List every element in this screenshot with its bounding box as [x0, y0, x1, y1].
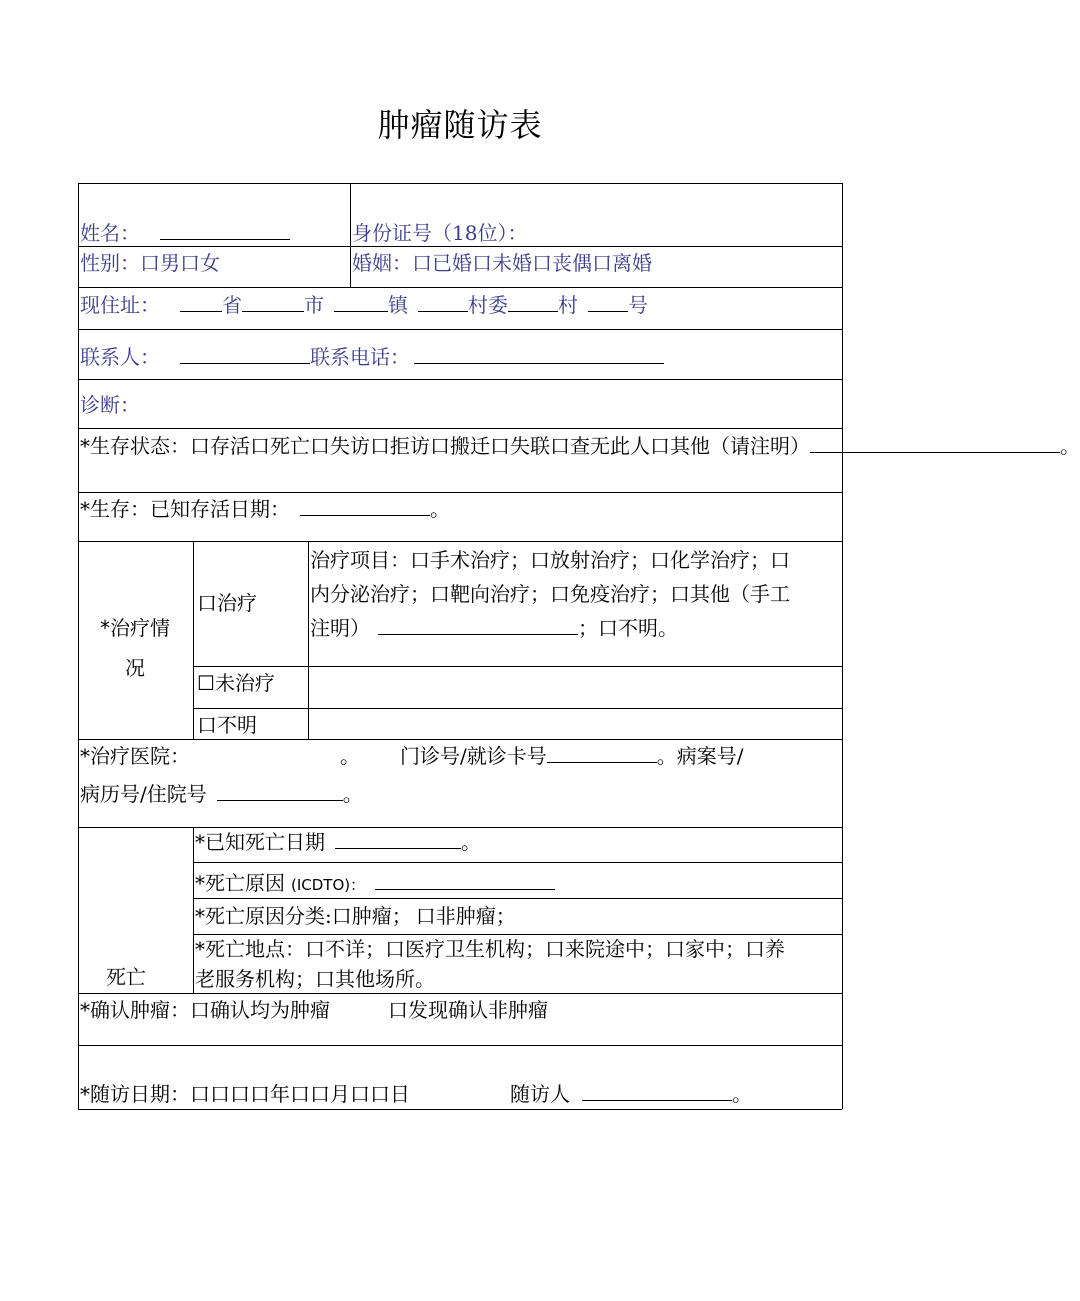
marriage-unmarried-checkbox[interactable]: 口未婚	[472, 251, 532, 275]
record-field[interactable]: 病历号/住院号 。	[80, 782, 363, 806]
marriage-married-checkbox[interactable]: 口已婚	[412, 251, 472, 275]
confirm-nontumor-checkbox[interactable]: 口发现确认非肿瘤	[388, 998, 548, 1022]
contact-field[interactable]: 联系人： 联系电话：	[80, 342, 664, 373]
id-field[interactable]	[352, 218, 527, 249]
page-title: 肿瘤随访表	[377, 106, 543, 144]
survival-date-field[interactable]: *生存：已知存活日期： 。	[80, 497, 450, 521]
diagnosis-field[interactable]: 诊断：	[80, 393, 140, 417]
record-input[interactable]	[217, 780, 343, 801]
death-class-nontumor-checkbox[interactable]: 口非肿瘤；	[415, 904, 516, 928]
treatment-section-label: *治疗情况	[100, 616, 170, 680]
confirm-tumor-checkbox[interactable]: 口确认均为肿瘤	[190, 998, 330, 1022]
survival-other-input[interactable]	[810, 432, 1060, 453]
death-cause-input[interactable]	[375, 869, 555, 890]
survival-alive-checkbox[interactable]: 口存活	[190, 434, 250, 458]
survival-status-field[interactable]: *生存状态：口存活口死亡口失访口拒访口搬迁口失联口查无此人口其他（请注明） 。	[80, 434, 1080, 458]
treatment-other-input[interactable]	[378, 614, 578, 635]
gender-male-checkbox[interactable]: 口男	[140, 251, 180, 275]
name-field[interactable]	[80, 218, 290, 249]
death-class-tumor-checkbox[interactable]: 口肿瘤；	[331, 904, 412, 928]
death-cause-field[interactable]: *死亡原因 (ICDTO)：	[195, 868, 555, 901]
visit-date-input[interactable]: 口口口口年口口月口口日	[190, 1082, 410, 1106]
outpatient-input[interactable]	[547, 742, 657, 763]
survival-moved-checkbox[interactable]: 口搬迁	[430, 434, 490, 458]
survival-lost-checkbox[interactable]: 口失访	[310, 434, 370, 458]
name-label: 姓名：	[80, 221, 140, 245]
visitor-input[interactable]	[582, 1080, 732, 1101]
id-label: 身份证号（18位）：	[352, 221, 528, 245]
treatment-none-checkbox[interactable]: ☐未治疗	[197, 671, 275, 695]
death-class-field[interactable]: *死亡原因分类:口肿瘤； 口非肿瘤；	[195, 904, 516, 928]
hospital-field[interactable]: *治疗医院： 。 门诊号/就诊卡号 。病案号/	[80, 744, 744, 768]
survival-refused-checkbox[interactable]: 口拒访	[370, 434, 430, 458]
death-section-label: 死亡	[106, 965, 146, 989]
contact-input[interactable]	[180, 343, 310, 364]
death-date-input[interactable]	[335, 828, 461, 849]
visit-date-field[interactable]: *随访日期：口口口口年口口月口口日 随访人 。	[80, 1082, 752, 1106]
name-input[interactable]	[160, 219, 290, 240]
address-field[interactable]: 现住址： 省 市 镇 村委 村 号	[80, 293, 648, 317]
treatment-yes-checkbox[interactable]: 口治疗	[197, 591, 257, 615]
survival-notfound-checkbox[interactable]: 口查无此人	[550, 434, 650, 458]
death-place-field[interactable]: *死亡地点：口不详；口医疗卫生机构；口来院途中；口家中；口养 老服务机构；口其他场所。	[195, 937, 785, 991]
death-date-field[interactable]: *已知死亡日期 。	[195, 830, 481, 854]
survival-date-input[interactable]	[300, 495, 430, 516]
gender-field[interactable]: 性别：口男口女	[80, 251, 220, 275]
treatment-unknown-checkbox[interactable]: 口不明	[197, 713, 257, 737]
survival-unreachable-checkbox[interactable]: 口失联	[490, 434, 550, 458]
marriage-widowed-checkbox[interactable]: 口丧偶	[532, 251, 592, 275]
survival-dead-checkbox[interactable]: 口死亡	[250, 434, 310, 458]
marriage-field[interactable]: 婚姻：口已婚口未婚口丧偶口离婚	[352, 251, 652, 275]
treatment-items[interactable]: 治疗项目：口手术治疗；口放射治疗；口化学治疗；口 内分泌治疗；口靶向治疗；口免疫治疗；口其他（手工 注明） ；口不明。	[310, 548, 790, 640]
confirm-tumor-field[interactable]: *确认肿瘤：口确认均为肿瘤 口发现确认非肿瘤	[80, 998, 548, 1022]
survival-other-checkbox[interactable]: 口其他（请注明）	[650, 434, 810, 458]
marriage-divorced-checkbox[interactable]: 口离婚	[592, 251, 652, 275]
gender-female-checkbox[interactable]: 口女	[180, 251, 220, 275]
phone-input[interactable]	[414, 343, 664, 364]
